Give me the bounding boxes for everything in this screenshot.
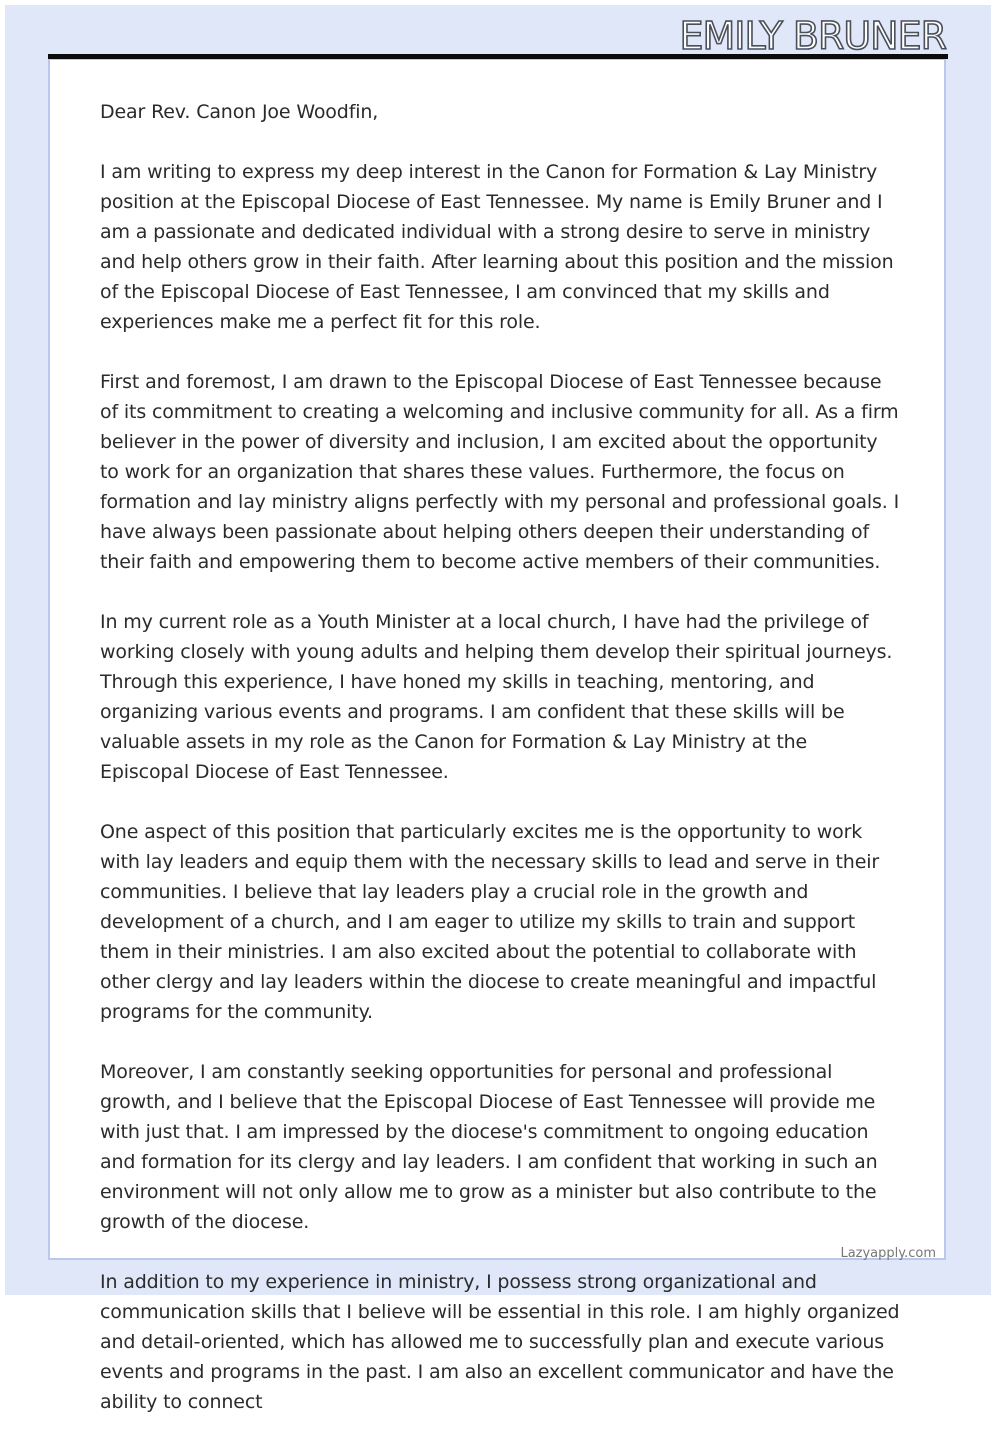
letter-body <box>100 97 900 1447</box>
paragraph-2: First and foremost, I am drawn to the Episcopal Diocese of East Tennessee because of its commitment to creating a welcoming and inclusive community for all. As a firm believer in the power of diversity and inclusion, I am excited about the opportunity to work for an organization that shares these values. Furthermore, the focus on formation and lay ministry aligns perfectly with my personal and professional goals. I have always been passionate about helping others deepen their understanding of their faith and empowering them to become active members of their communities. <box>100 371 900 573</box>
watermark: Lazyapply.com <box>840 1246 936 1261</box>
paragraph-3: In my current role as a Youth Minister at a local church, I have had the privilege of working closely with young adults and helping them develop their spiritual journeys. Through this experience, I have honed my skills in teaching, mentoring, and organizing various events and programs. I am confident that these skills will be valuable assets in my role as the Canon for Formation & Lay Ministry at the Episcopal Diocese of East Tennessee. <box>100 611 893 783</box>
paragraph-4: One aspect of this position that particularly excites me is the opportunity to work with lay leaders and equip them with the necessary skills to lead and serve in their communities. I believe that lay leaders play a crucial role in the growth and development of a church, and I am eager to utilize my skills to train and support them in their ministries. I am also excited about the potential to collaborate with other clergy and lay leaders within the diocese to create meaningful and impactful programs for the community. <box>100 821 880 1023</box>
paragraph-5: Moreover, I am constantly seeking opportunities for personal and professional growth, and I believe that the Episcopal Diocese of East Tennessee will provide me with just that. I am impressed by the diocese's commitment to ongoing education and formation for its clergy and lay leaders. I am confident that working in such an environment will not only allow me to grow as a minister but also contribute to the growth of the diocese. <box>100 1061 878 1233</box>
paragraph-6: In addition to my experience in ministry, I possess strong organizational and communication skills that I believe will be essential in this role. I am highly organized and detail-oriented, which has allowed me to successfully plan and execute various events and programs in the past. I am also an excellent communicator and have the ability to connect <box>100 1271 900 1413</box>
paragraph-1: I am writing to express my deep interest in the Canon for Formation & Lay Ministry position at the Episcopal Diocese of East Tennessee. My name is Emily Bruner and I am a passionate and dedicated individual with a strong desire to serve in ministry and help others grow in their faith. After learning about this position and the mission of the Episcopal Diocese of East Tennessee, I am convinced that my skills and experiences make me a perfect fit for this role. <box>100 161 894 333</box>
salutation: Dear Rev. Canon Joe Woodfin, <box>100 101 379 123</box>
applicant-name: EMILY BRUNER <box>679 14 946 58</box>
